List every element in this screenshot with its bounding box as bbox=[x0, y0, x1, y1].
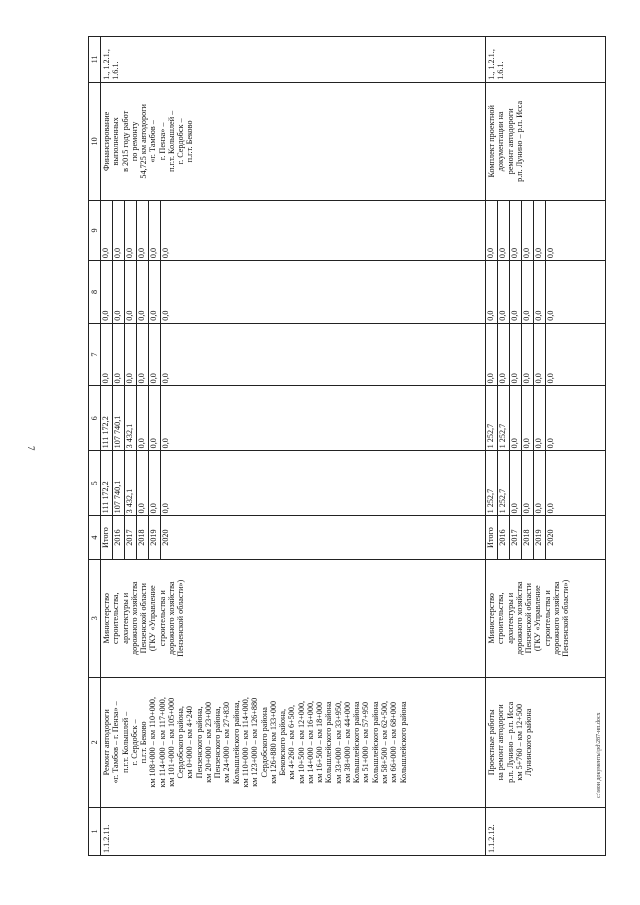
value: 111 172,2 bbox=[101, 386, 113, 450]
value: 0,0 bbox=[113, 201, 125, 260]
header-row bbox=[89, 37, 101, 856]
regional-budget-cell bbox=[101, 386, 486, 451]
federal-budget-cell bbox=[486, 323, 606, 386]
col-num-11: 11 bbox=[89, 37, 101, 83]
value: 0,0 bbox=[534, 261, 546, 323]
value: 107 740,1 bbox=[113, 386, 125, 450]
value: 0,0 bbox=[149, 324, 161, 386]
value: 0,0 bbox=[137, 386, 149, 450]
year-label: 2017 bbox=[125, 516, 137, 558]
col-num-1: 1 bbox=[89, 807, 101, 855]
year-label: Итого bbox=[101, 516, 113, 558]
value: 0,0 bbox=[546, 373, 555, 384]
value: 0,0 bbox=[546, 310, 555, 321]
value: 3 432,1 bbox=[125, 451, 137, 515]
footer-file-path: c:\мои документы\pd\287-нп.docx bbox=[596, 712, 602, 798]
col-num-9: 9 bbox=[89, 200, 101, 260]
row-number: 1.1.2.12. bbox=[486, 807, 606, 855]
value: 0,0 bbox=[510, 451, 522, 515]
value: 0,0 bbox=[534, 201, 546, 260]
value: 0,0 bbox=[486, 324, 498, 386]
value: 0,0 bbox=[510, 201, 522, 260]
expected-result: Финансирование выполненных в 2015 году работ по ремонту 54,725 км автодороги «г. Тамбов – г. Пенза» – п.г.т. Колышлей – г. Сердобск – п.г.т. Бековo bbox=[101, 82, 486, 200]
value: 0,0 bbox=[498, 201, 510, 260]
value: 0,0 bbox=[522, 201, 534, 260]
program-table bbox=[88, 36, 606, 856]
value: 0,0 bbox=[486, 201, 498, 260]
value: 0,0 bbox=[522, 386, 534, 450]
year-label: Итого bbox=[486, 516, 498, 558]
value: 0,0 bbox=[149, 451, 161, 515]
value: 0,0 bbox=[137, 324, 149, 386]
value: 0,0 bbox=[510, 261, 522, 323]
value: 1 252,7 bbox=[486, 451, 498, 515]
value: 0,0 bbox=[486, 261, 498, 323]
value: 0,0 bbox=[522, 451, 534, 515]
value: 0,0 bbox=[498, 261, 510, 323]
regional-budget-cell bbox=[486, 386, 606, 451]
value: 0,0 bbox=[101, 201, 113, 260]
value: 1 252,7 bbox=[498, 386, 510, 450]
col-num-6: 6 bbox=[89, 386, 101, 451]
year-label: 2019 bbox=[534, 516, 546, 558]
value: 0,0 bbox=[510, 324, 522, 386]
value: 0,0 bbox=[125, 324, 137, 386]
value: 0,0 bbox=[546, 503, 555, 514]
value: 0,0 bbox=[149, 261, 161, 323]
rotated-table-container bbox=[88, 36, 606, 856]
value: 0,0 bbox=[113, 324, 125, 386]
col-num-4: 4 bbox=[89, 516, 101, 559]
other-sources-cell bbox=[486, 200, 606, 260]
year-label: 2020 bbox=[546, 529, 555, 546]
col-num-7: 7 bbox=[89, 323, 101, 386]
federal-budget-cell bbox=[101, 323, 486, 386]
value: 0,0 bbox=[149, 386, 161, 450]
value: 0,0 bbox=[101, 324, 113, 386]
value: 0,0 bbox=[113, 261, 125, 323]
col-num-5: 5 bbox=[89, 451, 101, 516]
value: 0,0 bbox=[522, 261, 534, 323]
value: 0,0 bbox=[125, 261, 137, 323]
measure-name: Проектные работы на ремонт автодороги р.п. Лунино – р.п. Исса км 5+760 – км 12+500 Лунинского района bbox=[486, 677, 606, 807]
page-number: 7 bbox=[26, 446, 36, 451]
expected-result: Комплект проектной документации на ремонт автодороги р.п. Лунино – р.п. Исса bbox=[486, 82, 606, 200]
total-funding-cell bbox=[101, 451, 486, 516]
value: 0,0 bbox=[137, 261, 149, 323]
year-label: 2019 bbox=[149, 516, 161, 558]
value: 1 252,7 bbox=[498, 451, 510, 515]
value: 0,0 bbox=[137, 201, 149, 260]
value: 0,0 bbox=[125, 201, 137, 260]
total-funding-cell bbox=[486, 451, 606, 516]
value: 0,0 bbox=[137, 451, 149, 515]
executor: Министерство строительства, архитектуры и дорожного хозяйства Пензенской области (ГКУ «Управление строительства и дорожного хозяйства Пензенской области») bbox=[486, 559, 606, 677]
value: 0,0 bbox=[534, 324, 546, 386]
measure-name: Ремонт автодороги «г. Тамбов – г. Пенза» – п.г.т. Колышлей – г. Сердобск – п.г.т. Бековo км 108+000 – км 110+000, км 114+000 – км 117+000, км 101+000 – км 105+000 Сердобского района, км 0+000 – км 4+240 Пензенского района, км 20+000 – км 23+000 Пензенского района, км 24+000 – км 27+830 Колышлейского района, км 110+000 – км 114+000, км 123+000 – км 126+880 Сердобского района км 126+880 км 133+000 Бековского района, км 4+260 – км 6+500, км 10+500 – км 12+000, км 14+000 – км 16+000, км 16+500 – км 18+000 Колышлейского района км 33+000 – км 33+950, км 38+000 – км 44+000 Колышлейского района км 51+000 – км 57+950 Колышлейского района км 58+500 – км 62+500, км 66+000 – км 68+000 Колышлейского района bbox=[101, 677, 486, 807]
table-row bbox=[486, 37, 606, 856]
col-num-2: 2 bbox=[89, 677, 101, 807]
value: 0,0 bbox=[546, 247, 555, 259]
table-row bbox=[101, 37, 486, 856]
year-label: 2017 bbox=[510, 516, 522, 558]
value: 0,0 bbox=[161, 503, 170, 514]
value: 0,0 bbox=[534, 386, 546, 450]
years-cell bbox=[486, 516, 606, 559]
local-budget-cell bbox=[101, 261, 486, 324]
value: 0,0 bbox=[498, 324, 510, 386]
value: 0,0 bbox=[161, 438, 170, 449]
value: 0,0 bbox=[534, 451, 546, 515]
year-label: 2018 bbox=[137, 516, 149, 558]
value: 0,0 bbox=[522, 324, 534, 386]
value: 0,0 bbox=[510, 386, 522, 450]
value: 111 172,2 bbox=[101, 451, 113, 515]
executor: Министерство строительства, архитектуры и дорожного хозяйства Пензенской области (ГКУ «Управление строительства и дорожного хозяйства Пензенской области») bbox=[101, 559, 486, 677]
year-label: 2018 bbox=[522, 516, 534, 558]
col-num-3: 3 bbox=[89, 559, 101, 677]
target-indicator: 1., 1.2.1., 1.6.1. bbox=[101, 37, 486, 83]
value: 0,0 bbox=[546, 438, 555, 449]
value: 0,0 bbox=[161, 247, 170, 259]
years-cell bbox=[101, 516, 486, 559]
other-sources-cell bbox=[101, 200, 486, 260]
col-num-10: 10 bbox=[89, 82, 101, 200]
value: 1 252,7 bbox=[486, 386, 498, 450]
row-number: 1.1.2.11. bbox=[101, 807, 486, 855]
target-indicator: 1., 1.2.1., 1.6.1. bbox=[486, 37, 606, 83]
year-label: 2020 bbox=[161, 529, 170, 546]
col-num-8: 8 bbox=[89, 261, 101, 324]
year-label: 2016 bbox=[498, 516, 510, 558]
year-label: 2016 bbox=[113, 516, 125, 558]
value: 0,0 bbox=[101, 261, 113, 323]
value: 107 740,1 bbox=[113, 451, 125, 515]
value: 0,0 bbox=[149, 201, 161, 260]
value: 0,0 bbox=[161, 373, 170, 384]
value: 3 432,1 bbox=[125, 386, 137, 450]
local-budget-cell bbox=[486, 261, 606, 324]
value: 0,0 bbox=[161, 310, 170, 321]
